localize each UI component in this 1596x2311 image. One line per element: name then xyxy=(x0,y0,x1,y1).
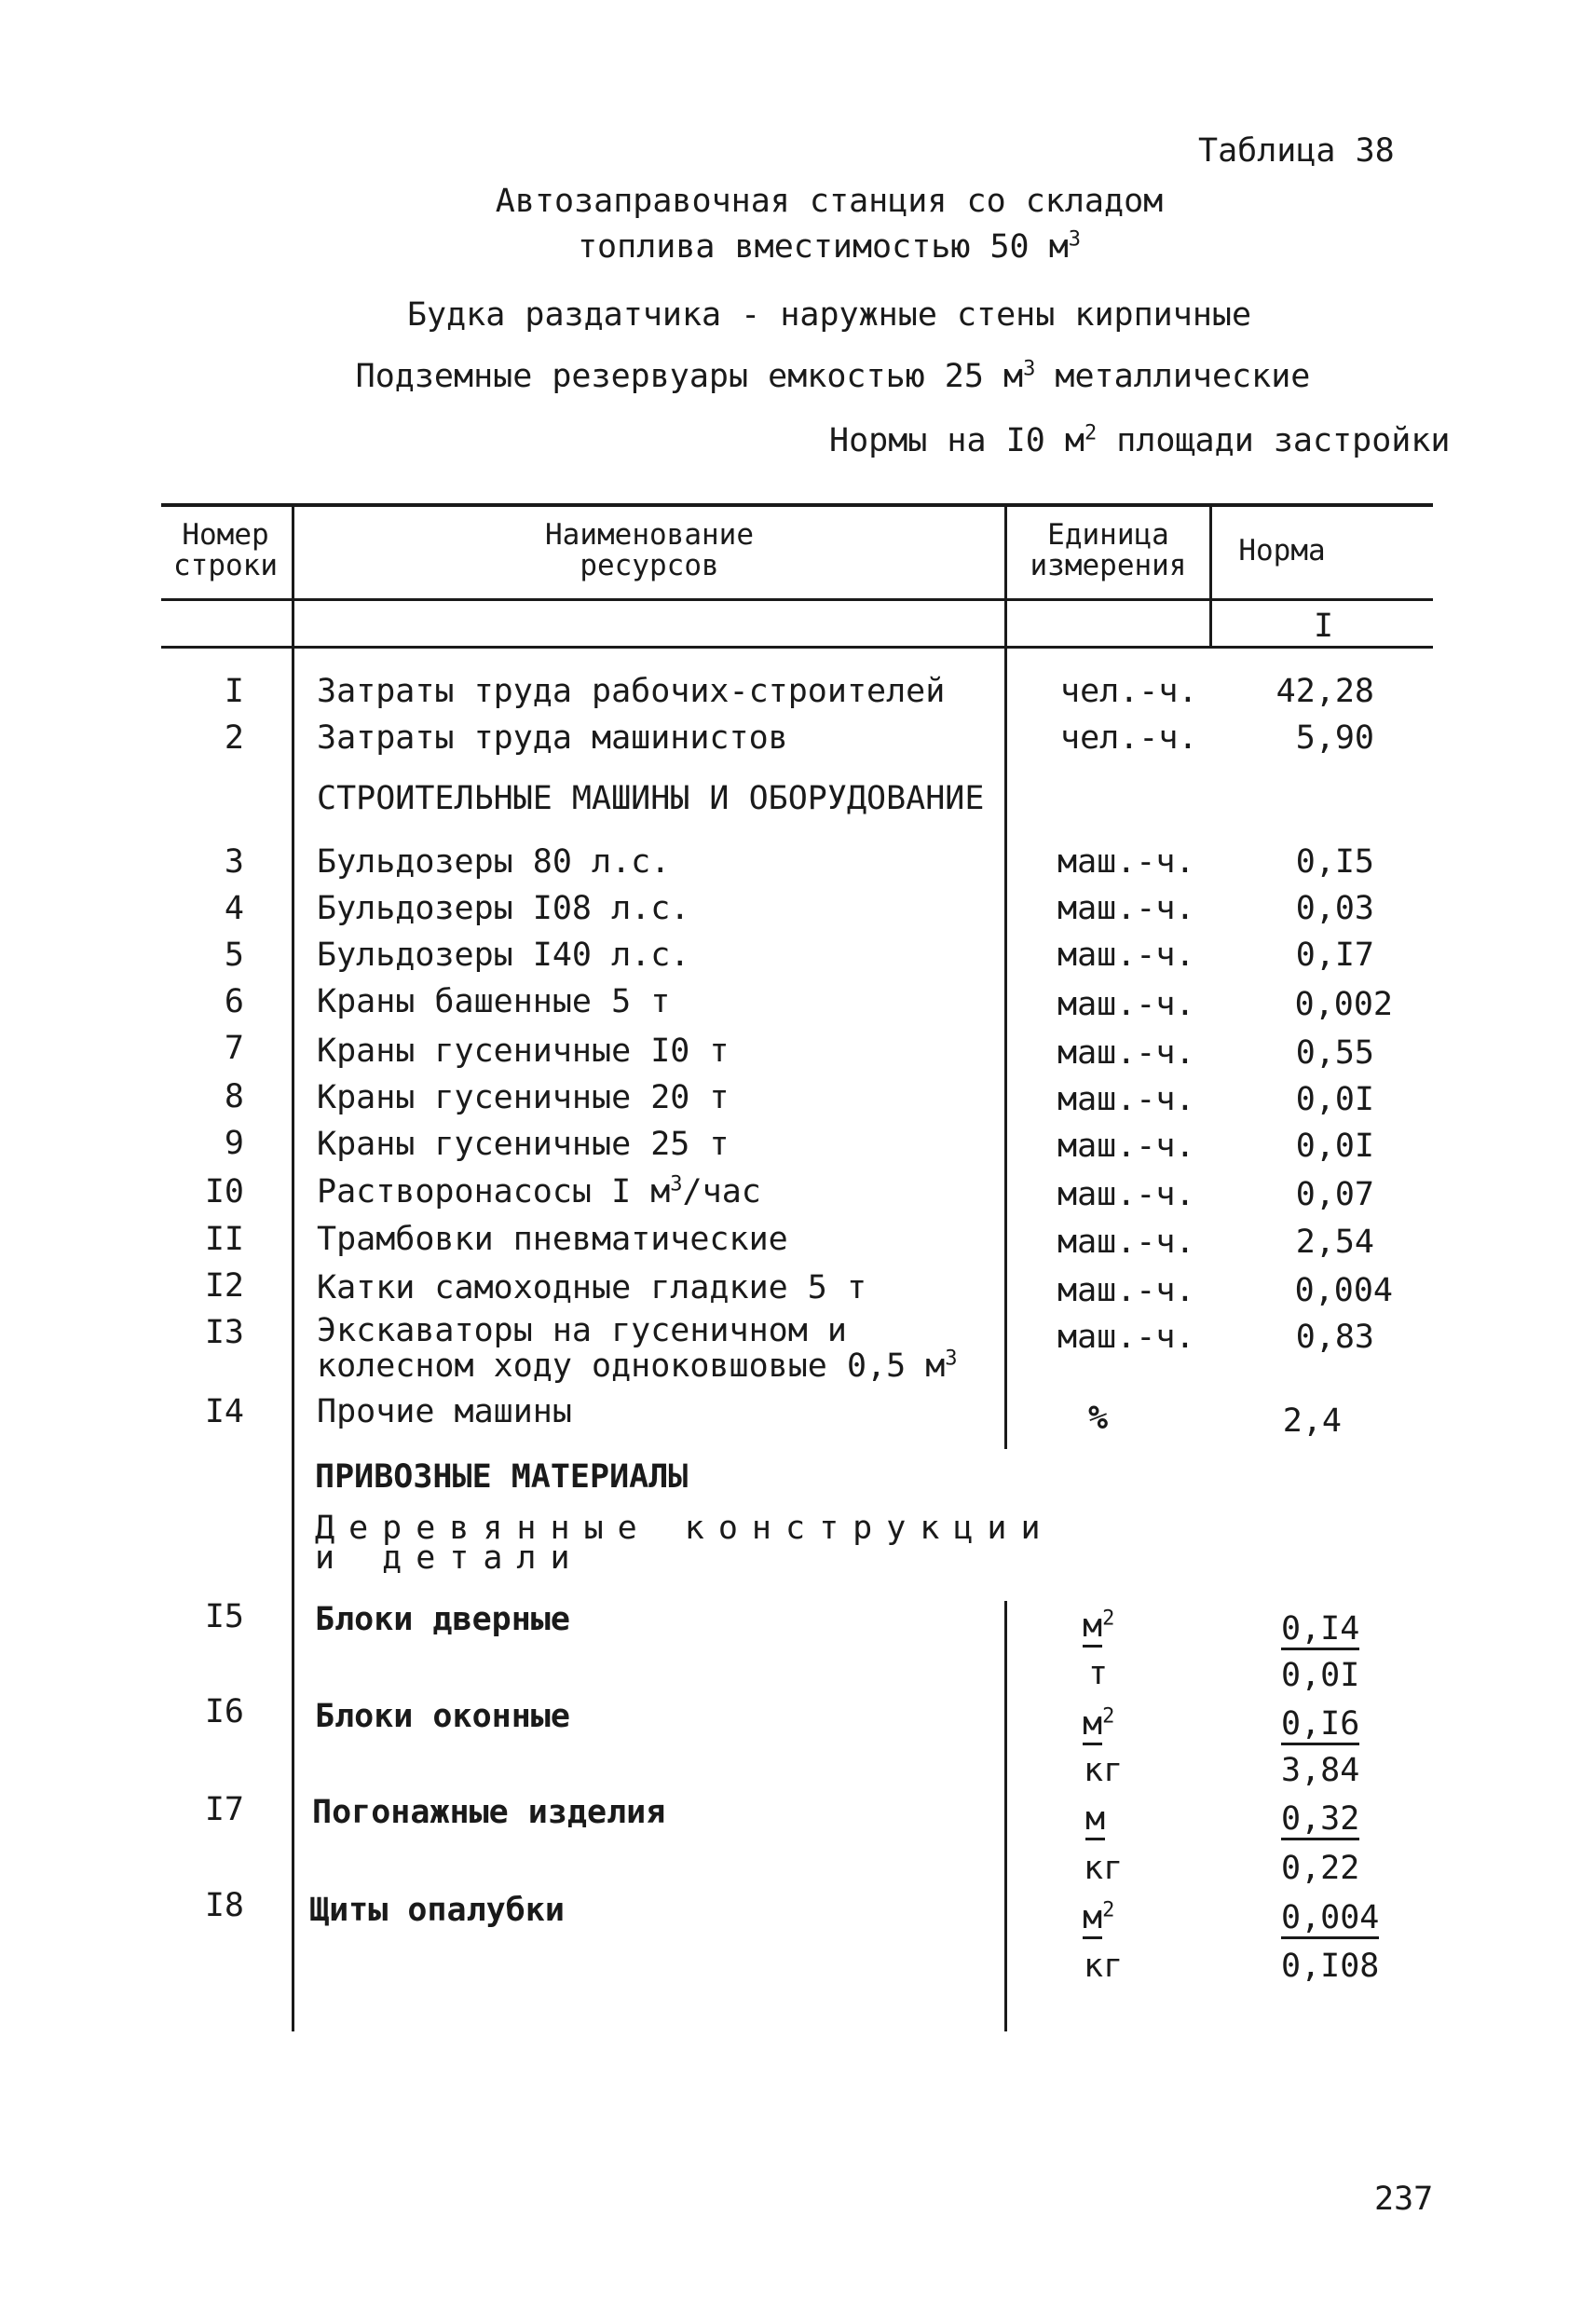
row-number: 2 xyxy=(224,719,244,757)
row-resource-name: Экскаваторы на гусеничном и xyxy=(317,1312,847,1349)
row-unit: маш.-ч. xyxy=(1057,986,1195,1023)
page-number: 237 xyxy=(1374,2181,1434,2218)
row-number: 5 xyxy=(224,937,244,974)
row-resource-name: Трамбовки пневматические xyxy=(317,1221,788,1258)
row-resource-name: Бульдозеры I08 л.с. xyxy=(317,890,690,927)
row-unit-secondary: кг xyxy=(1084,1850,1124,1887)
row-unit: маш.-ч. xyxy=(1057,937,1195,974)
subsection-heading-wood-line2: и детали xyxy=(315,1539,584,1577)
row-norm: 0,I6 xyxy=(1281,1705,1359,1745)
row-unit: $м^2$ xyxy=(1083,1705,1114,1743)
row-unit: маш.-ч. xyxy=(1057,1224,1195,1261)
row-resource-name-line2: колесном ходу одноковшовые 0,5 $м^3$ xyxy=(317,1347,958,1385)
col-divider-num xyxy=(292,503,294,2031)
row-norm-secondary: 0,0I xyxy=(1281,1657,1360,1694)
row-number: I5 xyxy=(204,1598,244,1635)
row-norm: 0,002 xyxy=(1294,986,1393,1023)
subtitle-booth: Будка раздатчика - наружные стены кирпичные xyxy=(406,296,1252,334)
row-resource-name: Блоки оконные xyxy=(315,1698,570,1735)
row-number: I3 xyxy=(204,1314,244,1351)
row-number: I0 xyxy=(204,1173,244,1210)
row-number: I4 xyxy=(204,1393,244,1430)
col-divider-name-upper xyxy=(1004,503,1007,1449)
row-norm-secondary: 0,22 xyxy=(1281,1850,1360,1887)
row-number: I8 xyxy=(204,1887,244,1924)
row-number: I6 xyxy=(204,1693,244,1730)
row-norm: 0,I7 xyxy=(1295,937,1374,974)
table-title-line1: Автозаправочная станция со складом xyxy=(495,183,1164,220)
row-norm: 5,90 xyxy=(1295,719,1374,757)
row-unit: маш.-ч. xyxy=(1057,1272,1195,1309)
row-unit: маш.-ч. xyxy=(1057,843,1195,881)
col-divider-name-lower xyxy=(1004,1601,1007,2031)
row-norm: 0,0I xyxy=(1295,1128,1374,1165)
row-norm: 0,I4 xyxy=(1281,1610,1359,1650)
row-norm: 0,I5 xyxy=(1295,843,1374,881)
row-resource-name: Краны гусеничные 25 т xyxy=(317,1126,730,1163)
row-number: 9 xyxy=(224,1125,244,1162)
col-header-unit: Единица измерения xyxy=(1030,518,1187,582)
row-resource-name: Краны башенные 5 т xyxy=(317,983,671,1020)
row-norm-secondary: 3,84 xyxy=(1281,1752,1360,1789)
row-number: 8 xyxy=(224,1078,244,1115)
row-resource-name: Бульдозеры 80 л.с. xyxy=(317,843,671,881)
row-unit: маш.-ч. xyxy=(1057,890,1195,927)
table-top-rule xyxy=(161,503,1433,507)
row-number: 7 xyxy=(224,1030,244,1067)
row-number: II xyxy=(204,1221,244,1258)
row-norm: 0,55 xyxy=(1295,1034,1374,1072)
row-resource-name: Краны гусеничные I0 т xyxy=(317,1032,730,1070)
row-unit-secondary: кг xyxy=(1084,1752,1124,1789)
col-subheader-norm: I xyxy=(1314,608,1334,645)
row-norm: 0,83 xyxy=(1295,1319,1374,1356)
col-header-norm: Норма xyxy=(1238,534,1326,567)
row-norm: 0,0I xyxy=(1295,1081,1374,1118)
row-norm: 0,004 xyxy=(1281,1899,1379,1939)
row-unit: маш.-ч. xyxy=(1057,1034,1195,1072)
row-unit: маш.-ч. xyxy=(1057,1319,1195,1356)
subsection-heading-wood: Деревянные конструкции xyxy=(315,1510,1055,1547)
col-divider-unit xyxy=(1209,503,1212,648)
row-unit: маш.-ч. xyxy=(1057,1081,1195,1118)
row-unit: чел.-ч. xyxy=(1060,673,1198,710)
row-unit: м xyxy=(1085,1800,1105,1838)
row-norm: 0,32 xyxy=(1281,1800,1359,1840)
row-resource-name: Блоки дверные xyxy=(315,1601,570,1638)
col-header-name: Наименование ресурсов xyxy=(545,518,754,582)
row-number: I xyxy=(224,673,244,710)
row-unit: маш.-ч. xyxy=(1057,1176,1195,1213)
section-heading-materials: ПРИВОЗНЫЕ МАТЕРИАЛЫ xyxy=(315,1458,689,1496)
row-unit: $м^2$ xyxy=(1083,1899,1114,1936)
row-resource-name: Затраты труда рабочих-строителей xyxy=(317,673,946,710)
section-heading-machines: СТРОИТЕЛЬНЫЕ МАШИНЫ И ОБОРУДОВАНИЕ xyxy=(317,780,985,817)
row-norm-secondary: 0,I08 xyxy=(1281,1948,1380,1985)
row-number: 4 xyxy=(224,890,244,927)
row-unit-secondary: кг xyxy=(1084,1948,1124,1985)
norms-caption: Нормы на I0 $м^2$ площади застройки xyxy=(829,421,1451,459)
row-norm: 0,07 xyxy=(1295,1176,1374,1213)
subtitle-tanks: Подземные резервуары емкостью 25 $м^3$ металлические xyxy=(355,357,1311,395)
row-unit: маш.-ч. xyxy=(1057,1128,1195,1165)
row-number: I2 xyxy=(204,1267,244,1305)
col-header-number: Номер строки xyxy=(173,518,278,582)
header-bottom-rule xyxy=(161,598,1433,601)
subheader-bottom-rule xyxy=(161,646,1433,649)
row-resource-name: Растворонасосы I $м^3$/час xyxy=(317,1172,761,1210)
row-number: 3 xyxy=(224,843,244,881)
row-resource-name: Краны гусеничные 20 т xyxy=(317,1079,730,1116)
row-resource-name: Прочие машины xyxy=(317,1393,572,1430)
table-title-line2: топлива вместимостью 50 $м^3$ xyxy=(577,227,1082,266)
row-number: 6 xyxy=(224,983,244,1020)
row-unit: % xyxy=(1088,1400,1109,1437)
row-norm: 2,4 xyxy=(1282,1402,1342,1440)
row-norm: 2,54 xyxy=(1295,1224,1374,1261)
row-resource-name: Бульдозеры I40 л.с. xyxy=(317,937,690,974)
row-resource-name: Щиты опалубки xyxy=(309,1892,565,1929)
row-resource-name: Катки самоходные гладкие 5 т xyxy=(317,1269,867,1306)
row-resource-name: Затраты труда машинистов xyxy=(317,719,788,757)
row-number: I7 xyxy=(204,1791,244,1828)
row-norm: 42,28 xyxy=(1275,673,1374,710)
row-norm: 0,03 xyxy=(1295,890,1374,927)
row-resource-name: Погонажные изделия xyxy=(312,1794,666,1831)
row-unit-secondary: т xyxy=(1088,1655,1109,1692)
row-unit: чел.-ч. xyxy=(1060,719,1198,757)
table-number: Таблица 38 xyxy=(1198,132,1395,170)
row-norm: 0,004 xyxy=(1294,1272,1393,1309)
row-unit: $м^2$ xyxy=(1083,1607,1114,1645)
